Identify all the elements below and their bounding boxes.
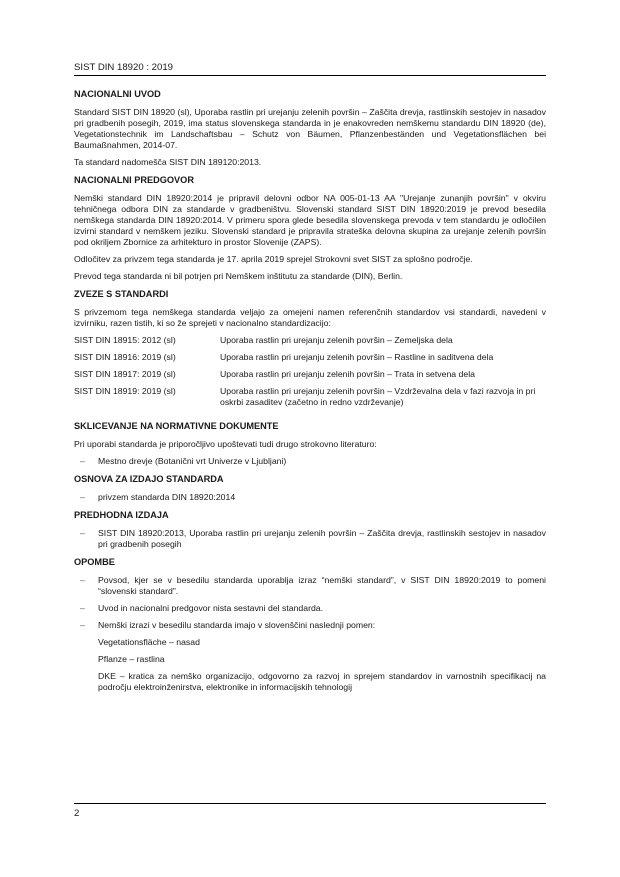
ref-code: SIST DIN 18915: 2012 (sl) xyxy=(74,335,176,345)
dash-bullet-icon: – xyxy=(80,575,85,585)
list-item: – SIST DIN 18920:2013, Uporaba rastlin pri urejanju zelenih površin – Zaščita drevja, rastlinskih sestojev in nasadov pri gradbenih posegih xyxy=(80,528,546,549)
ref-code: SIST DIN 18916: 2019 (sl) xyxy=(74,352,176,362)
predgovor-paragraph-2: Odločitev za privzem tega standarda je 17. aprila 2019 sprejel Strokovni svet SIST za splošno področje. xyxy=(74,254,473,264)
ref-code: SIST DIN 18919: 2019 (sl) xyxy=(74,386,176,396)
list-item: – Mestno drevje (Botanični vrt Univerze v Ljubljani) xyxy=(80,456,287,466)
term-item: DKE – kratica za nemško organizacijo, odgovorno za razvoj in sprejem standardov in varnostnih specifikacij na področju elektroinženirstva, elektronike in informacijskih tehnologij xyxy=(98,671,546,692)
table-row xyxy=(74,335,546,352)
table-row xyxy=(74,352,546,369)
previous-edition-list xyxy=(74,528,546,550)
ref-title: Uporaba rastlin pri urejanju zelenih površin – Vzdrževalna dela v fazi razvoja in pri oskrbi zasaditev (začetno in redno vzdrževanje) xyxy=(220,386,536,407)
header-rule xyxy=(74,75,546,76)
ref-title: Uporaba rastlin pri urejanju zelenih površin – Trata in setvena dela xyxy=(220,369,475,379)
literature-list xyxy=(74,456,546,467)
ref-code: SIST DIN 18917: 2019 (sl) xyxy=(74,369,176,379)
section-heading-sklicevanje: SKLICEVANJE NA NORMATIVNE DOKUMENTE xyxy=(74,421,279,431)
footer-rule xyxy=(74,803,546,804)
list-item: – privzem standarda DIN 18920:2014 xyxy=(80,492,236,502)
reference-standards-table xyxy=(74,335,546,414)
predgovor-paragraph-1: Nemški standard DIN 18920:2014 je pripravil delovni odbor NA 005-01-13 AA "Urejanje zunanjih površin" v okviru tehničnega odbora DIN za standarde v gradbeništvu. Slovenski standard SIST DIN 18920:2019 je prevod besedila nemškega standarda DIN 18920:2014. V primeru spora glede besedila slovenskega prevoda v tem standardu je odločilen izvirni standard v nemškem jeziku. Slovenski standard je pripravila strateška delovna skupina za urejanje zelenih površin pod okriljem Zbornice za arhitekturo in prostor Slovenije (ZAPS). xyxy=(74,193,546,247)
sklicevanje-intro: Pri uporabi standarda je priporočljivo upoštevati tudi drugo strokovno literaturo: xyxy=(74,439,377,449)
document-body xyxy=(74,88,546,699)
uvod-paragraph-1: Standard SIST DIN 18920 (sl), Uporaba rastlin pri urejanju zelenih površin – Zaščita drevja, rastlinskih sestojev in nasadov pri gradbenih posegih, 2019, ima status slovenskega standarda in je enakovreden nemškemu standardu DIN 18920 (de), Vegetationstechnik im Landschaftsbau – Schutz von Bäumen, Pflanzenbeständen und Vegetationsflächen bei Baumaßnahmen, 2014-07. xyxy=(74,107,546,150)
basis-list xyxy=(74,492,546,503)
ref-title: Uporaba rastlin pri urejanju zelenih površin – Zemeljska dela xyxy=(220,335,453,345)
section-heading-opombe: OPOMBE xyxy=(74,557,115,567)
list-item: – Nemški izrazi v besedilu standarda imajo v slovenščini naslednji pomen: xyxy=(80,620,376,630)
section-heading-zveze: ZVEZE S STANDARDI xyxy=(74,289,169,299)
list-item: – Uvod in nacionalni predgovor nista sestavni del standarda. xyxy=(80,603,324,613)
term-item: Vegetationsfläche – nasad xyxy=(98,637,200,647)
dash-bullet-icon: – xyxy=(80,456,85,466)
notes-list xyxy=(74,575,546,631)
list-item: – Povsod, kjer se v besedilu standarda uporablja izraz “nemški standard”, v SIST DIN 18920:2019 to pomeni “slovenski standard”. xyxy=(80,575,546,596)
page-number: 2 xyxy=(74,808,80,819)
table-row xyxy=(74,386,546,414)
ref-title: Uporaba rastlin pri urejanju zelenih površin – Rastline in saditvena dela xyxy=(220,352,494,362)
dash-bullet-icon: – xyxy=(80,528,85,538)
uvod-paragraph-2: Ta standard nadomešča SIST DIN 189120:2013. xyxy=(74,157,262,167)
section-heading-uvod: NACIONALNI UVOD xyxy=(74,89,161,99)
running-header: SIST DIN 18920 : 2019 xyxy=(74,62,174,73)
term-item: Pflanze – rastlina xyxy=(98,654,165,664)
dash-bullet-icon: – xyxy=(80,492,85,502)
section-heading-predgovor: NACIONALNI PREDGOVOR xyxy=(74,175,194,185)
section-heading-predhodna: PREDHODNA IZDAJA xyxy=(74,510,169,520)
section-heading-osnova: OSNOVA ZA IZDAJO STANDARDA xyxy=(74,474,224,484)
zveze-intro: S privzemom tega nemškega standarda veljajo za omejeni namen referenčnih standardov vsi standardi, navedeni v izvirniku, razen tistih, ki so že sprejeti v nacionalno standardizacijo: xyxy=(74,307,546,328)
dash-bullet-icon: – xyxy=(80,603,85,613)
predgovor-paragraph-3: Prevod tega standarda ni bil potrjen pri Nemškem inštitutu za standarde (DIN), Berlin. xyxy=(74,271,403,281)
table-row xyxy=(74,369,546,386)
dash-bullet-icon: – xyxy=(80,620,85,630)
